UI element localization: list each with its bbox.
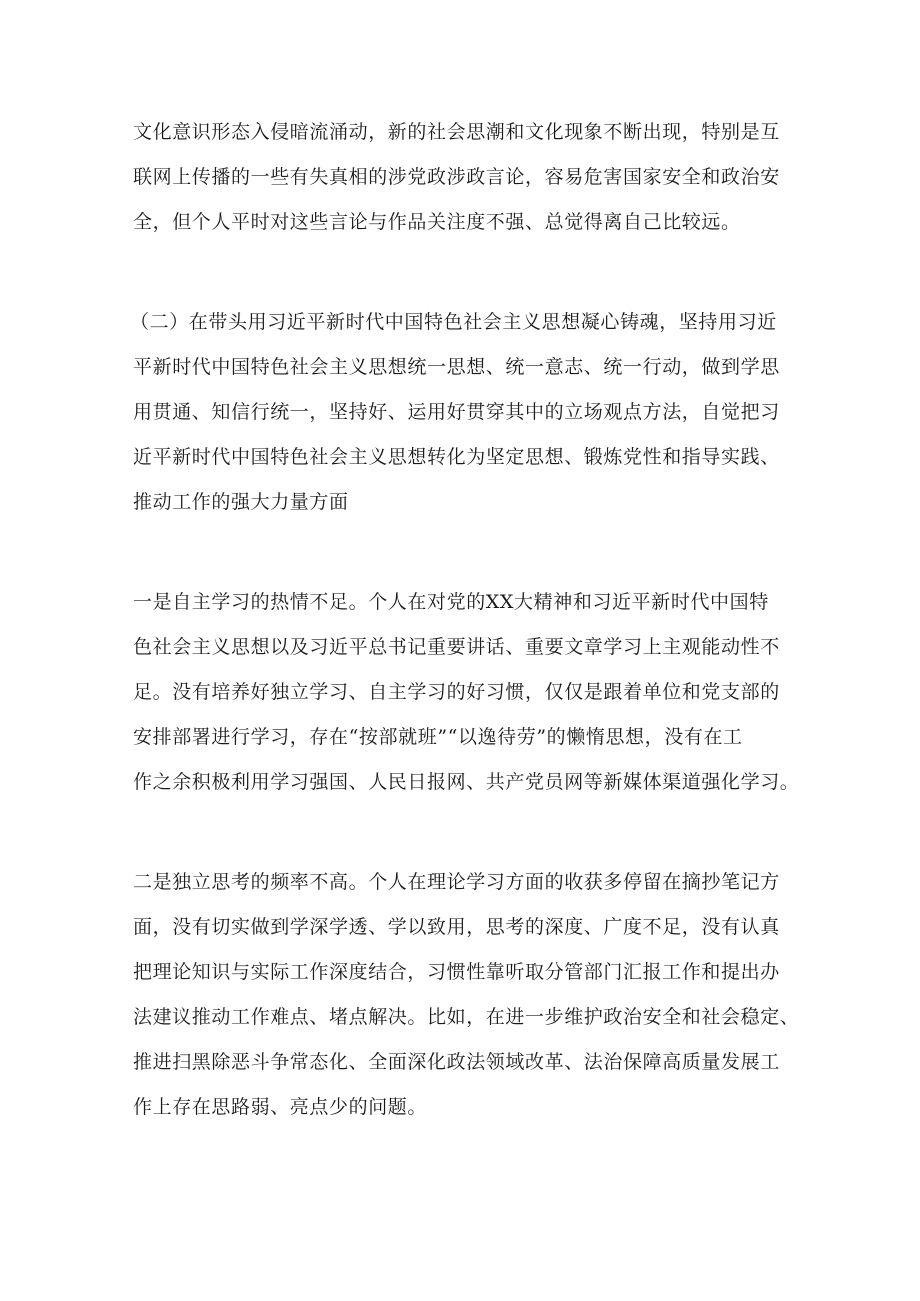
text-line: 把理论知识与实际工作深度结合，习惯性靠听取分管部门汇报工作和提出办: [133, 961, 780, 983]
paragraph-ideology-risk: [133, 110, 820, 245]
text-line: 平新时代中国特色社会主义思想统一思想、统一意志、统一行动，做到学思: [133, 356, 780, 378]
text-line: 色社会主义思想以及习近平总书记重要讲话、重要文章学习上主观能动性不: [133, 636, 780, 658]
text-line: 二是独立思考的频率不高。个人在理论学习方面的收获多停留在摘抄笔记方: [133, 871, 780, 893]
text-line: 文化意识形态入侵暗流涌动，新的社会思潮和文化现象不断出现，特别是互: [133, 121, 780, 143]
text-line: 作上存在思路弱、亮点少的问题。: [133, 1096, 428, 1118]
text-line: 安排部署进行学习，存在“按部就班”“以逸待劳”的懒惰思想，没有在工: [133, 726, 743, 748]
text-line: 用贯通、知信行统一，坚持好、运用好贯穿其中的立场观点方法，自觉把习: [133, 401, 780, 423]
text-line: 全，但个人平时对这些言论与作品关注度不强、总觉得离自己比较远。: [133, 211, 741, 233]
text-line: 法建议推动工作难点、堵点解决。比如，在进一步维护政治安全和社会稳定、: [133, 1006, 800, 1028]
text-line: 面，没有切实做到学深学透、学以致用，思考的深度、广度不足，没有认真: [133, 916, 780, 938]
text-line: 近平新时代中国特色社会主义思想转化为坚定思想、锻炼党性和指导实践、: [133, 446, 780, 468]
text-line: 联网上传播的一些有失真相的涉党政涉政言论，容易危害国家安全和政治安: [133, 166, 780, 188]
text-line: 推动工作的强大力量方面: [133, 491, 349, 513]
text-line: （二）在带头用习近平新时代中国特色社会主义思想凝心铸魂，坚持用习近: [130, 311, 777, 333]
text-line: 一是自主学习的热情不足。个人在对党的XX大精神和习近平新时代中国特: [133, 591, 769, 613]
text-line: 足。没有培养好独立学习、自主学习的好习惯，仅仅是跟着单位和党支部的: [133, 681, 780, 703]
section-heading-two: [130, 300, 820, 525]
text-line: 作之余积极利用学习强国、人民日报网、共产党员网等新媒体渠道强化学习。: [133, 771, 800, 793]
text-line: 推进扫黑除恶斗争常态化、全面深化政法领域改革、法治保障高质量发展工: [133, 1051, 780, 1073]
paragraph-point-one: [133, 580, 820, 805]
paragraph-point-two: [133, 860, 820, 1130]
